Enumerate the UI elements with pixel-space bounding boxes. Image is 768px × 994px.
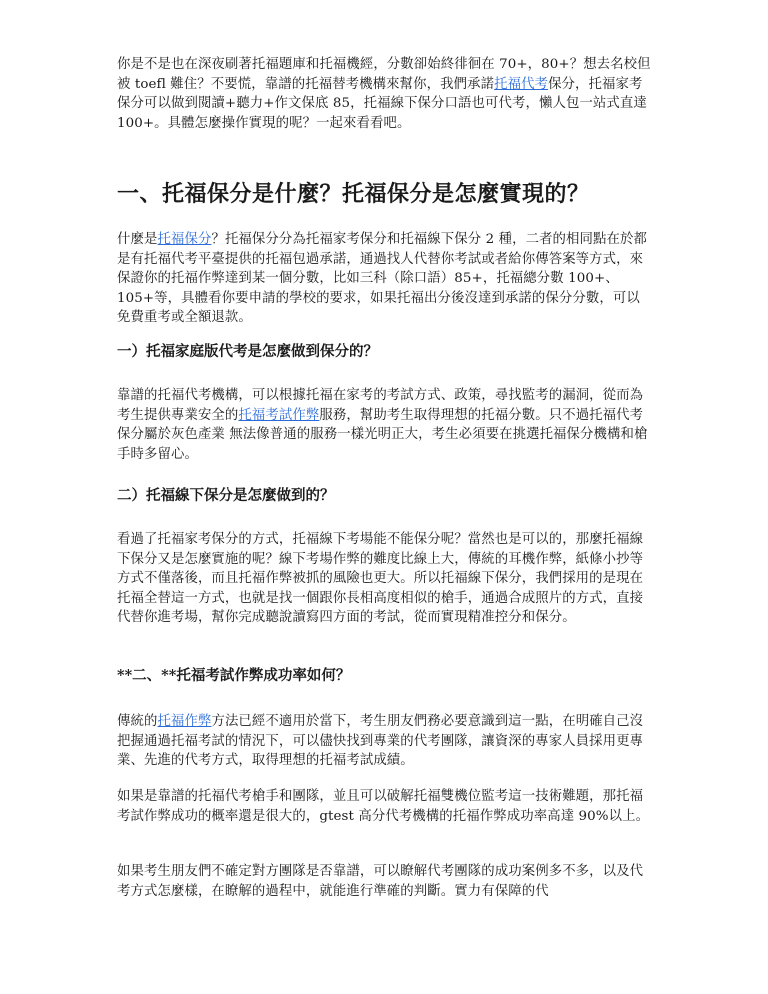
link-toefl-guarantee[interactable]: 托福保分 xyxy=(157,232,212,247)
intro-text-1: 你是不是也在深夜刷著托福題庫和托福機經，分數卻始終徘徊在 70+，80+？想去名校但被 toefl 難住？不要慌，靠譜的托福替考機構來幫你，我們承諾 xyxy=(117,57,651,92)
p4-text-2: 方法已經不適用於當下，考生朋友們務必要意識到這一點，在明確自己沒把握通過托福考試的情況下，可以儘快找到專業的代考團隊，讓資深的專家人員採用更專業、先進的代考方式，取得理想的托福考試成績。 xyxy=(117,714,644,768)
p1-text-2: ？托福保分分為托福家考保分和托福線下保分 2 種，二者的相同點在於都是有托福代考平臺提供的托福包過承諾，通過找人代替你考試或者給你傳答案等方式，來保證你的托福作弊達到某一個分數，比如三科（除口語）85+，托福總分數 100+、105+等，具體看你要申請的學校的要求，如果托福出分後沒達到承諾的保分分數，可以免費重考或全額退款。 xyxy=(117,232,647,325)
intro-paragraph xyxy=(117,55,653,133)
p1-text-1: 什麼是 xyxy=(117,232,158,247)
paragraph-reliable-team: 如果是靠譜的托福代考槍手和團隊，並且可以破解托福雙機位監考這一技術難題，那托福考試作弊成功的概率還是很大的，gtest 高分代考機構的托福作弊成功率高達 90%以上。 xyxy=(117,789,650,824)
subheading-offline: 二）托福線下保分是怎麼做到的？ xyxy=(117,487,335,504)
paragraph-verify-team: 如果考生朋友們不確定對方團隊是否靠譜，可以瞭解代考團隊的成功案例多不多，以及代考方式怎麼樣，在瞭解的過程中，就能進行準確的判斷。實力有保障的代 xyxy=(117,864,644,899)
section-heading-1: 一、托福保分是什麼？托福保分是怎麼實現的？ xyxy=(117,181,590,207)
intro-text-2: 保分，托福家考保分可以做到閱讀+聽力+作文保底 85，托福線下保分口語也可代考，懶人包一站式直達 100+。具體怎麼操作實現的呢？一起來看看吧。 xyxy=(117,76,647,131)
p4-text-1: 傳統的 xyxy=(117,714,158,729)
p2-text-2: 服務，幫助考生取得理想的托福分數。只不過托福代考保分屬於灰色產業 無法像普通的服務一樣光明正大，考生必須要在挑選托福保分機構和槍手時多留心。 xyxy=(117,407,648,462)
paragraph-offline: 看過了托福家考保分的方式，托福線下考場能不能保分呢？當然也是可以的，那麼托福線下保分又是怎麼實施的呢？線下考場作弊的難度比線上大，傳統的耳機作弊，紙條小抄等方式不僅落後，而且托福作弊被抓的風險也更大。所以托福線下保分，我們採用的是現在托福全替這一方式，也就是找一個跟你長相高度相似的槍手，通過合成照片的方式，直接代替你進考場，幫你完成聽說讀寫四方面的考試，從而實現精准控分和保分。 xyxy=(117,532,644,625)
paragraph-what-is-guarantee xyxy=(117,230,653,328)
paragraph-success-rate xyxy=(117,712,653,771)
link-toefl-proxy-exam[interactable]: 托福代考 xyxy=(494,76,549,92)
paragraph-home-edition xyxy=(117,386,653,464)
subheading-home-edition: 一）托福家庭版代考是怎麼做到保分的？ xyxy=(117,343,378,360)
link-toefl-exam-cheating[interactable]: 托福考試作弊 xyxy=(238,407,320,423)
p2-text-1: 靠譜的托福代考機構，可以根據托福在家考的考試方式、政策，尋找監考的漏洞，從而為考生提供專業安全的 xyxy=(117,388,644,423)
link-toefl-cheating[interactable]: 托福作弊 xyxy=(157,714,212,729)
section-heading-2: **二、**托福考試作弊成功率如何？ xyxy=(117,667,351,684)
